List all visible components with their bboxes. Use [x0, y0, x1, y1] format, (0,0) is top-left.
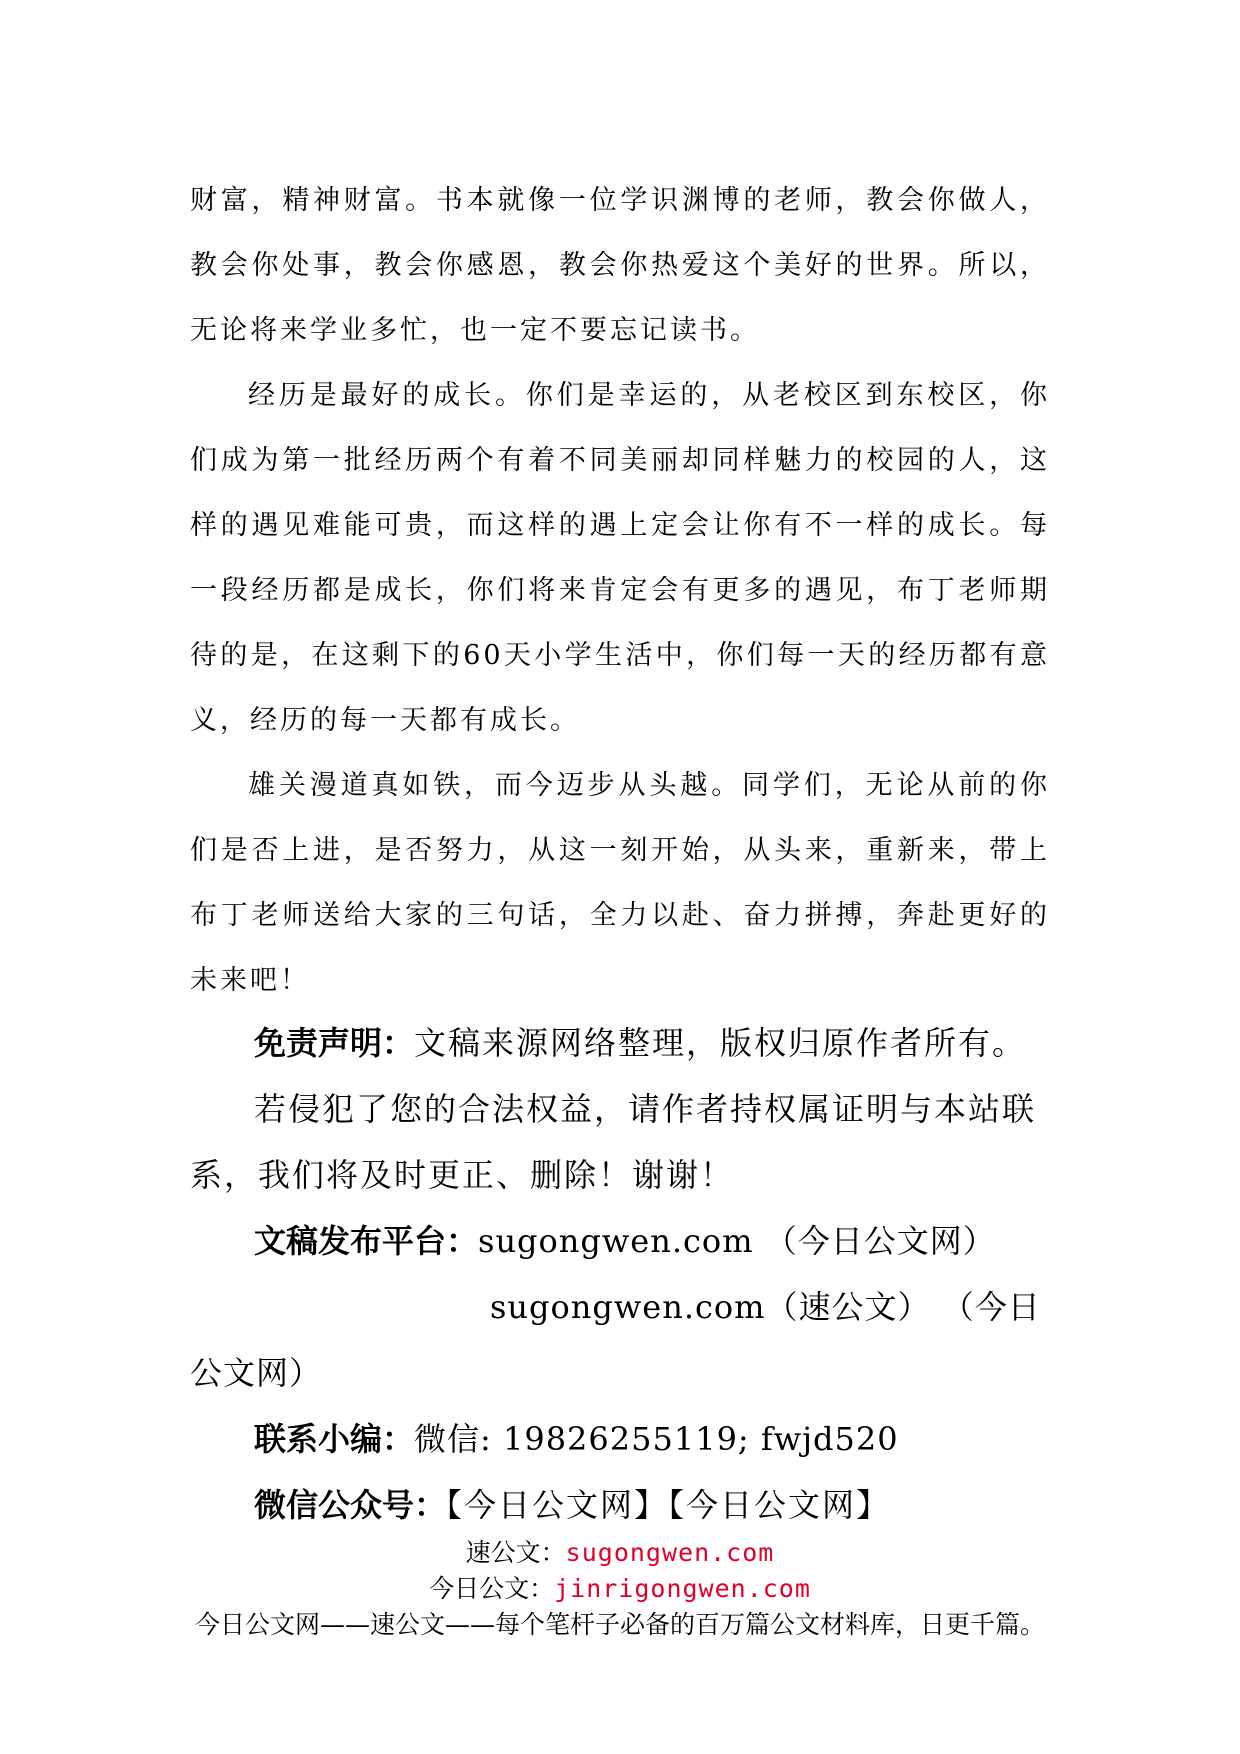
- contact-label: 联系小编：: [254, 1420, 415, 1458]
- footer-link-sugongwen[interactable]: sugongwen.com: [565, 1538, 775, 1567]
- disclaimer-section: [190, 1010, 1050, 1538]
- wechat-text: 【今日公文网】【今日公文网】: [446, 1486, 891, 1524]
- footer-slogan: 今日公文网——速公文——每个笔杆子必备的百万篇公文材料库，日更千篇。: [194, 1610, 1045, 1639]
- platform-label: 文稿发布平台：: [254, 1222, 479, 1260]
- disclaimer-text: 文稿来源网络整理，版权归原作者所有。: [414, 1024, 1027, 1062]
- contact-line: [190, 1406, 1050, 1472]
- paragraph-1: 财富，精神财富。书本就像一位学识渊博的老师，教会你做人，教会你处事，教会你感恩，教会你热爱这个美好的世界。所以，无论将来学业多忙，也一定不要忘记读书。: [190, 185, 1050, 346]
- footer-label-1: 速公文：: [465, 1538, 566, 1567]
- wechat-line: [190, 1472, 1050, 1538]
- document-body: [190, 168, 1050, 1013]
- page-footer: [0, 1535, 1240, 1643]
- platform-text: sugongwen.com （今日公文网）: [478, 1222, 996, 1260]
- footer-line-1: [0, 1535, 1240, 1571]
- platform-line-2: sugongwen.com（速公文） （今日公文网）: [190, 1288, 1041, 1392]
- paragraph-3: 雄关漫道真如铁，而今迈步从头越。同学们，无论从前的你们是否上进，是否努力，从这一刻开始，从头来，重新来，带上布丁老师送给大家的三句话，全力以赴、奋力拼搏，奔赴更好的未来吧！: [190, 770, 1050, 996]
- paragraph-2: 经历是最好的成长。你们是幸运的，从老校区到东校区，你们成为第一批经历两个有着不同美丽却同样魅力的校园的人，这样的遇见难能可贵，而这样的遇上定会让你有不一样的成长。每一段经历都是成长，你们将来肯定会有更多的遇见，布丁老师期待的是，在这剩下的60天小学生活中，你们每一天的经历都有意义，经历的每一天都有成长。: [190, 380, 1050, 736]
- footer-link-jinrigongwen[interactable]: jinrigongwen.com: [554, 1574, 811, 1603]
- disclaimer-line: [190, 1010, 1050, 1076]
- disclaimer-notice: 若侵犯了您的合法权益，请作者持权属证明与本站联系，我们将及时更正、删除！谢谢！: [190, 1090, 1037, 1194]
- contact-text: 微信: 19826255119; fwjd520: [414, 1420, 899, 1458]
- footer-line-2: [0, 1571, 1240, 1607]
- footer-label-2: 今日公文：: [429, 1574, 555, 1603]
- wechat-label: 微信公众号：: [254, 1486, 447, 1524]
- platform-line: [190, 1208, 1050, 1274]
- disclaimer-label: 免责声明：: [254, 1024, 415, 1062]
